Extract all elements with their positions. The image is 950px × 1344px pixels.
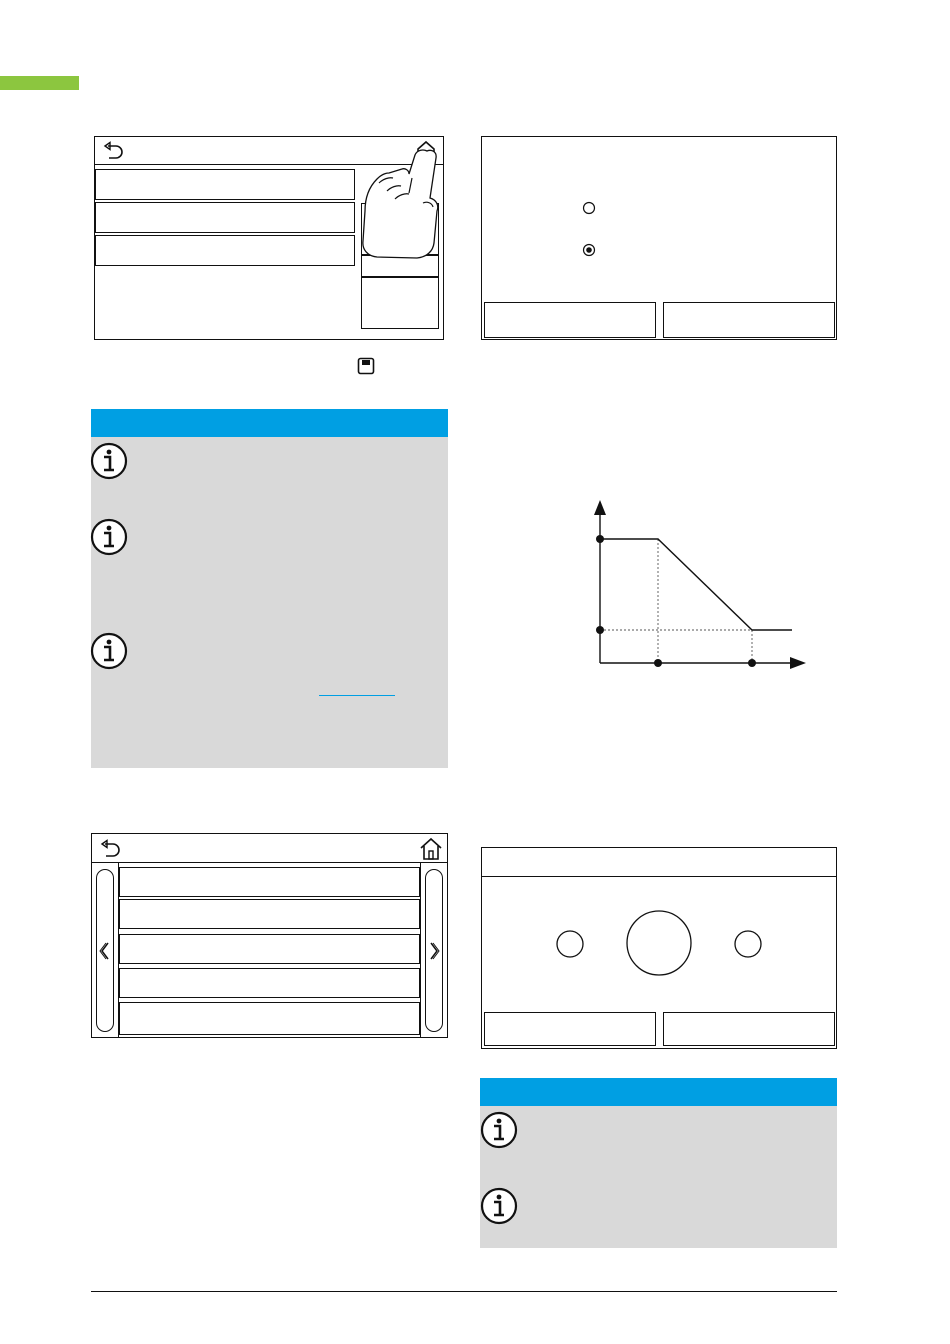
menu-row[interactable] — [95, 169, 355, 200]
save-floppy-icon — [357, 357, 375, 375]
axis-arrow-right — [790, 657, 806, 669]
home-icon[interactable] — [419, 837, 443, 861]
list-row[interactable] — [119, 1002, 420, 1035]
hand-pointer-icon — [357, 143, 441, 263]
dialog-button-right[interactable] — [663, 302, 835, 338]
point-y-max — [596, 535, 604, 543]
info-icon — [89, 441, 129, 481]
back-arrow-icon[interactable] — [103, 141, 125, 161]
list-row[interactable] — [119, 867, 420, 897]
large-circle-center[interactable] — [624, 908, 694, 978]
info-icon — [479, 1110, 519, 1150]
dialog-button-left[interactable] — [484, 1012, 656, 1046]
chevron-right-icon — [428, 942, 440, 960]
list-row[interactable] — [119, 899, 420, 929]
screen-list-b — [91, 833, 448, 1038]
back-arrow-icon[interactable] — [100, 839, 122, 859]
notice-box — [480, 1078, 837, 1248]
list-row[interactable] — [119, 934, 420, 964]
footer-rule — [91, 1291, 837, 1292]
screen-header — [92, 834, 447, 863]
dialog-button-left[interactable] — [484, 302, 656, 338]
notice-header-bar — [91, 409, 448, 437]
point-y-min — [596, 626, 604, 634]
info-icon — [89, 517, 129, 557]
screen-dial-d — [481, 847, 837, 1049]
notice-box — [91, 409, 448, 768]
chapter-tab — [0, 76, 79, 90]
screen-radio-c — [481, 136, 837, 340]
heating-curve — [600, 539, 792, 630]
notice-header-bar — [480, 1078, 837, 1106]
side-button[interactable] — [361, 277, 439, 329]
list-row[interactable] — [119, 968, 420, 998]
info-icon — [479, 1186, 519, 1226]
menu-row[interactable] — [95, 202, 355, 233]
chevron-left-icon — [99, 942, 111, 960]
axis-arrow-up — [594, 500, 606, 515]
dialog-button-right[interactable] — [663, 1012, 835, 1046]
column-divider — [420, 863, 421, 1037]
info-icon — [89, 631, 129, 671]
screen-header — [482, 848, 836, 877]
menu-row[interactable] — [95, 235, 355, 266]
radio-option-selected[interactable] — [582, 243, 596, 257]
radio-option-unselected[interactable] — [582, 201, 596, 215]
curve-diagram — [580, 495, 810, 680]
point-x-end — [748, 659, 756, 667]
small-circle-left[interactable] — [555, 929, 585, 959]
small-circle-right[interactable] — [733, 929, 763, 959]
screen-menu-a — [94, 136, 444, 340]
point-x-start — [654, 659, 662, 667]
reference-link[interactable] — [319, 692, 395, 696]
